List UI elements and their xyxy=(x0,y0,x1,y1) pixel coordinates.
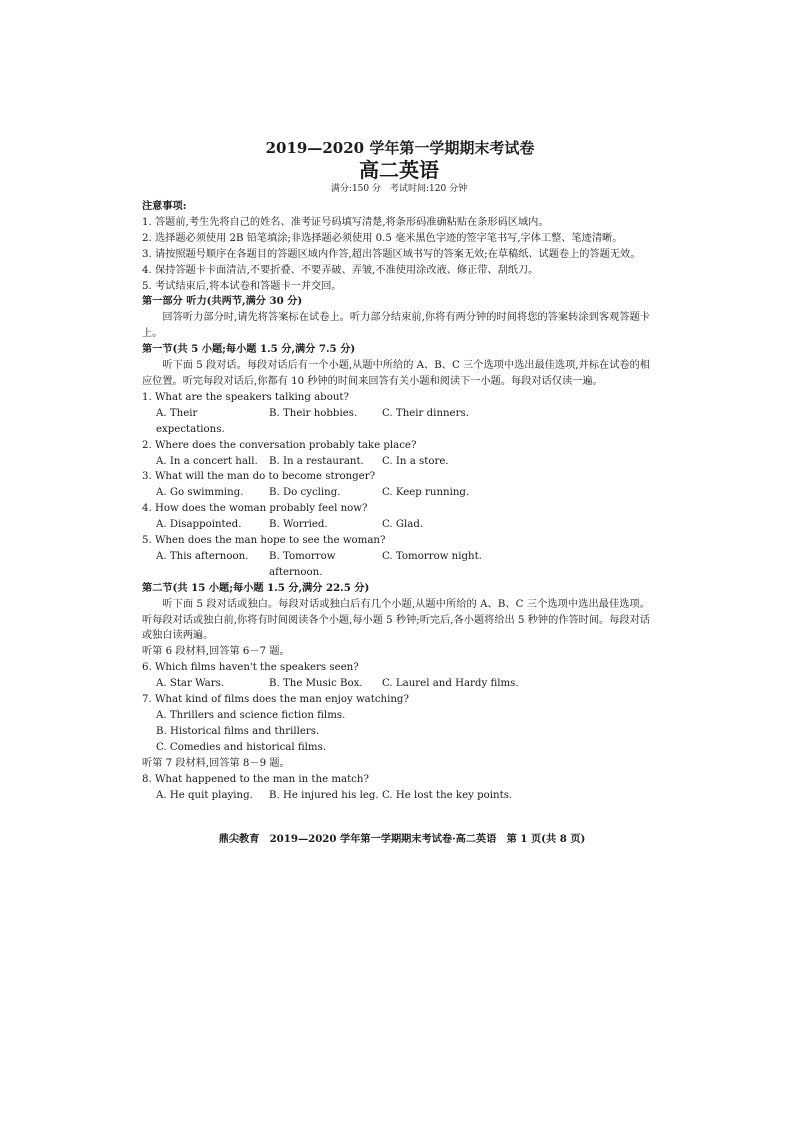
question-text: 8. What happened to the man in the match? xyxy=(142,773,369,785)
question-options xyxy=(142,549,650,581)
option-b: B. Their hobbies. xyxy=(269,407,358,419)
option-c: C. Glad. xyxy=(382,519,424,531)
page-footer: 鼎尖教育 2019—2020 学年第一学期期末考试卷·高二英语 第 1 页(共 8 页) xyxy=(218,833,586,845)
question-2 xyxy=(142,438,650,470)
option-a: A. In a concert hall. xyxy=(156,455,258,467)
section2-heading: 第二节(共 15 小题;每小题 1.5 分,满分 22.5 分) xyxy=(142,581,370,594)
note-item: 4. 保持答题卡卡面清洁,不要折叠、不要弄破、弄皱,不准使用涂改液、修正带、刮纸刀。 xyxy=(142,264,539,276)
exam-title: 2019—2020 学年第一学期期末考试卷 xyxy=(265,139,535,157)
material-7-label: 听第 7 段材料,回答第 8－9 题。 xyxy=(142,757,290,769)
question-options xyxy=(142,454,650,470)
note-item: 3. 请按照题号顺序在各题目的答题区域内作答,超出答题区域书写的答案无效;在草稿纸、试题卷上的答题无效。 xyxy=(142,248,641,260)
option-a: A. This afternoon. xyxy=(156,550,249,562)
option-b: B. The Music Box. xyxy=(269,678,363,690)
exam-subject: 高二英语 xyxy=(359,158,439,182)
section1-intro: 听下面 5 段对话。每段对话后有一个小题,从题中所给的 A、B、C 三个选项中选出最佳选项,并标在试卷的相应位置。听完每段对话后,你都有 10 秒钟的时间来回答有关小题和阅读下一小题。每段对话仅读一遍。 xyxy=(142,360,650,387)
note-item: 2. 选择题必须使用 2B 铅笔填涂;非选择题必须使用 0.5 毫米黑色字迹的签字笔书写,字体工整、笔迹清晰。 xyxy=(142,232,623,244)
question-4 xyxy=(142,501,650,533)
option-a: A. Star Wars. xyxy=(156,678,225,690)
notes-heading: 注意事项: xyxy=(142,200,187,212)
option-b: B. He injured his leg. xyxy=(269,789,379,801)
option-a: A. Thrillers and science fiction films. xyxy=(156,710,346,721)
option-b: B. In a restaurant. xyxy=(269,455,364,467)
option-a: A. Go swimming. xyxy=(156,487,244,499)
question-text: 4. How does the woman probably feel now? xyxy=(142,503,368,515)
option-c: C. Laurel and Hardy films. xyxy=(382,678,519,690)
question-options xyxy=(142,517,650,533)
question-options xyxy=(142,485,650,501)
option-b: B. Worried. xyxy=(269,519,328,531)
question-6 xyxy=(142,660,650,692)
question-7 xyxy=(142,692,650,756)
question-text: 6. Which films haven't the speakers seen? xyxy=(142,662,359,674)
question-text: 5. When does the man hope to see the woman? xyxy=(142,535,386,547)
option-c: C. Their dinners. xyxy=(382,407,469,419)
option-c: C. He lost the key points. xyxy=(382,789,513,801)
option-b: B. Historical films and thrillers. xyxy=(156,725,320,737)
part1-intro: 回答听力部分时,请先将答案标在试卷上。听力部分结束前,你将有两分钟的时间将您的答案转涂到客观答题卡上。 xyxy=(142,312,650,340)
note-item: 5. 考试结束后,将本试卷和答题卡一并交回。 xyxy=(142,280,342,292)
option-a: A. Their expectations. xyxy=(156,407,225,435)
option-c: C. Keep running. xyxy=(382,487,470,499)
option-a: A. Disappointed. xyxy=(156,519,242,531)
exam-meta: 满分:150 分 考试时间:120 分钟 xyxy=(330,184,468,194)
question-text: 2. Where does the conversation probably take place? xyxy=(142,439,417,451)
option-b: B. Do cycling. xyxy=(269,487,341,499)
option-c: C. Comedies and historical films. xyxy=(156,741,327,753)
material-6-label: 听第 6 段材料,回答第 6－7 题。 xyxy=(142,646,290,658)
section1-heading: 第一节(共 5 小题;每小题 1.5 分,满分 7.5 分) xyxy=(142,343,356,356)
question-3 xyxy=(142,469,650,501)
option-c: C. In a store. xyxy=(382,455,449,467)
question-text: 1. What are the speakers talking about? xyxy=(142,391,349,403)
option-a: A. He quit playing. xyxy=(156,789,253,801)
question-text: 3. What will the man do to become stronger? xyxy=(142,471,376,483)
exam-page xyxy=(142,138,650,803)
question-text: 7. What kind of films does the man enjoy watching? xyxy=(142,694,409,706)
option-c: C. Tomorrow night. xyxy=(382,550,482,562)
question-options xyxy=(142,788,650,804)
question-1 xyxy=(142,390,650,438)
part1-heading: 第一部分 听力(共两节,满分 30 分) xyxy=(142,295,303,308)
question-options xyxy=(142,676,650,692)
option-b: B. Tomorrow afternoon. xyxy=(269,550,336,578)
section2-intro: 听下面 5 段对话或独白。每段对话或独白后有几个小题,从题中所给的 A、B、C 三个选项中选出最佳选项。听每段对话或独白前,你将有时间阅读各个小题,每小题 5 秒钟;听完后,各小题将给出 5 秒钟的作答时间。每段对话或独白读两遍。 xyxy=(142,598,650,642)
question-8 xyxy=(142,772,650,804)
question-options xyxy=(142,406,650,438)
note-item: 1. 答题前,考生先将自己的姓名、准考证号码填写清楚,将条形码准确粘贴在条形码区域内。 xyxy=(142,216,549,228)
question-5 xyxy=(142,533,650,581)
